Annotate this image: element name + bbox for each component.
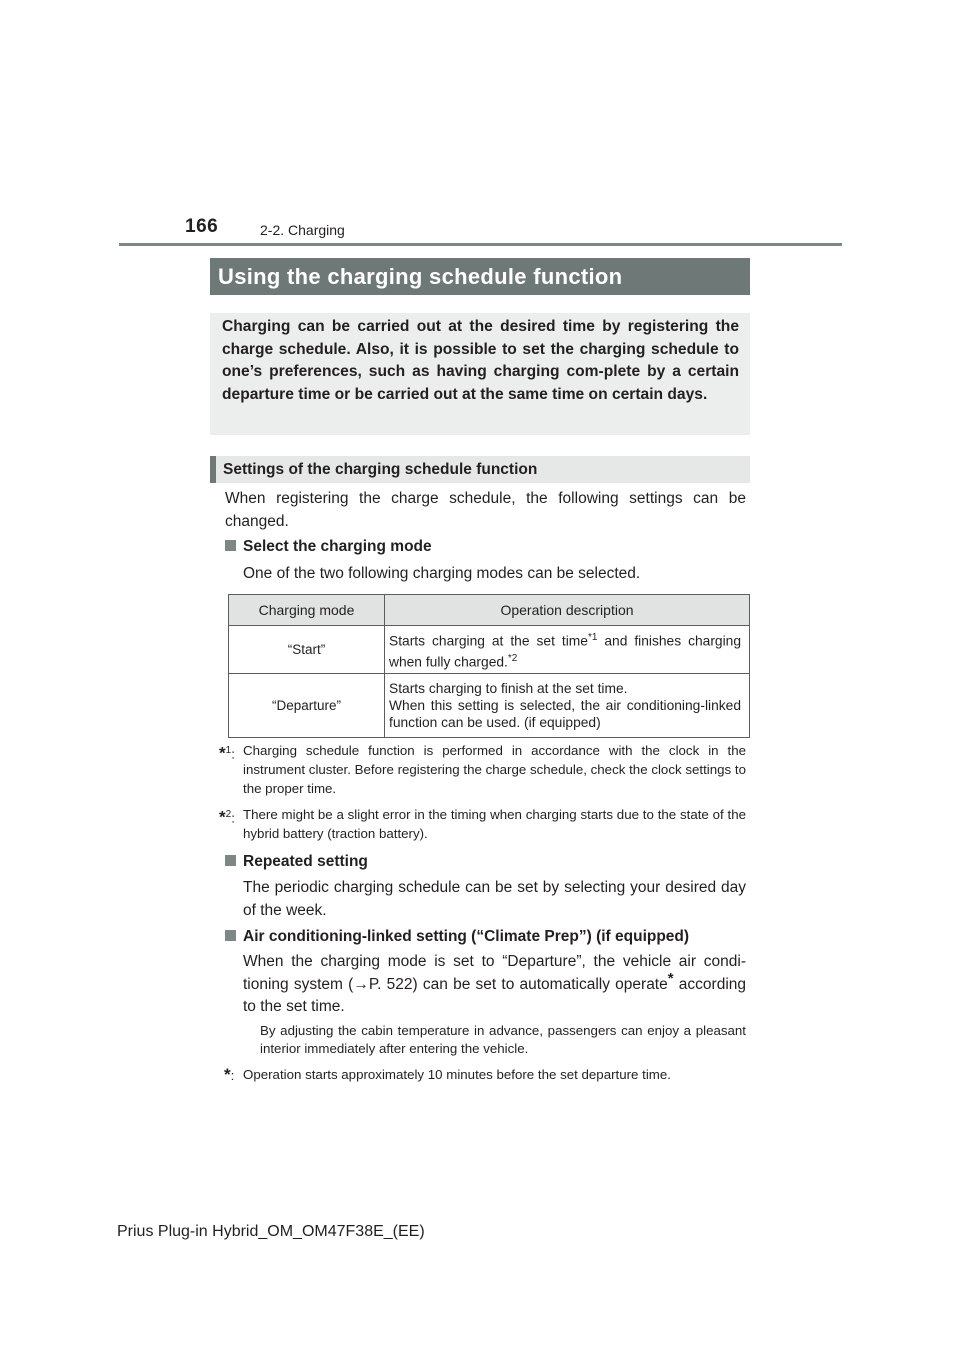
square-bullet-icon	[225, 930, 236, 941]
arrow-right-icon: →	[353, 975, 369, 993]
item-heading-charging-mode: Select the charging mode	[225, 536, 432, 558]
subsection-heading: Settings of the charging schedule function	[210, 456, 750, 483]
item-text-climate-prep: When the charging mode is set to “Departure”, the vehicle air condi-tioning system (→P. 522) can be set to automatically operate* according to the set time.	[243, 953, 746, 1015]
item-small-text: By adjusting the cabin temperature in advance, passengers can enjoy a pleasant interior immediately after entering the vehicle.	[260, 1023, 746, 1056]
section-label: 2-2. Charging	[260, 222, 345, 238]
intro-paragraph: When registering the charge schedule, the following settings can be changed.	[225, 490, 746, 530]
page-title: Using the charging schedule function	[210, 258, 750, 295]
item-text-repeated: The periodic charging schedule can be set by selecting your desired day of the week.	[243, 879, 746, 919]
table-cell-description: Starts charging at the set time$^{*1}$ and finishes charging when fully charged.$^{*2}$	[385, 626, 750, 674]
square-bullet-icon	[225, 855, 236, 866]
footer-model: Prius Plug-in Hybrid_OM_OM47F38E_(EE)	[117, 1223, 425, 1240]
intro-box: Charging can be carried out at the desired time by registering the charge schedule. Also, it is possible to set the charging schedule to one’s preferences, such as having charging com-plete by a certain departure time or be carried out at the same time on certain days.	[210, 313, 750, 435]
table-header-cell: Charging mode	[229, 595, 385, 626]
footnote-2: *$^2$: There might be a slight error in the timing when charging starts due to the state of the hybrid battery (traction battery).	[219, 807, 746, 841]
table-cell-description: Starts charging to finish at the set time. When this setting is selected, the air conditioning-linked function can be used. (if equipped)	[385, 674, 750, 738]
header-rule	[119, 243, 842, 246]
footnote-star: *: Operation starts approximately 10 minutes before the set departure time.	[224, 1065, 671, 1084]
table-row	[229, 626, 750, 674]
table-cell-mode: “Start”	[229, 626, 385, 674]
table-cell-mode: “Departure”	[229, 674, 385, 738]
table-row	[229, 674, 750, 738]
table-header-row	[229, 595, 750, 626]
item-text-charging-mode: One of the two following charging modes can be selected.	[243, 565, 641, 582]
charging-mode-table	[228, 594, 750, 738]
footnote-1: *$^1$: Charging schedule function is performed in accordance with the clock in the instrument cluster. Before registering the charge schedule, check the clock settings to the proper time.	[219, 743, 746, 796]
square-bullet-icon	[225, 540, 236, 551]
table-header-cell: Operation description	[385, 595, 750, 626]
item-heading-climate-prep: Air conditioning-linked setting (“Climate Prep”) (if equipped)	[225, 926, 689, 948]
item-heading-repeated: Repeated setting	[225, 851, 368, 873]
page-number: 166	[185, 216, 219, 237]
